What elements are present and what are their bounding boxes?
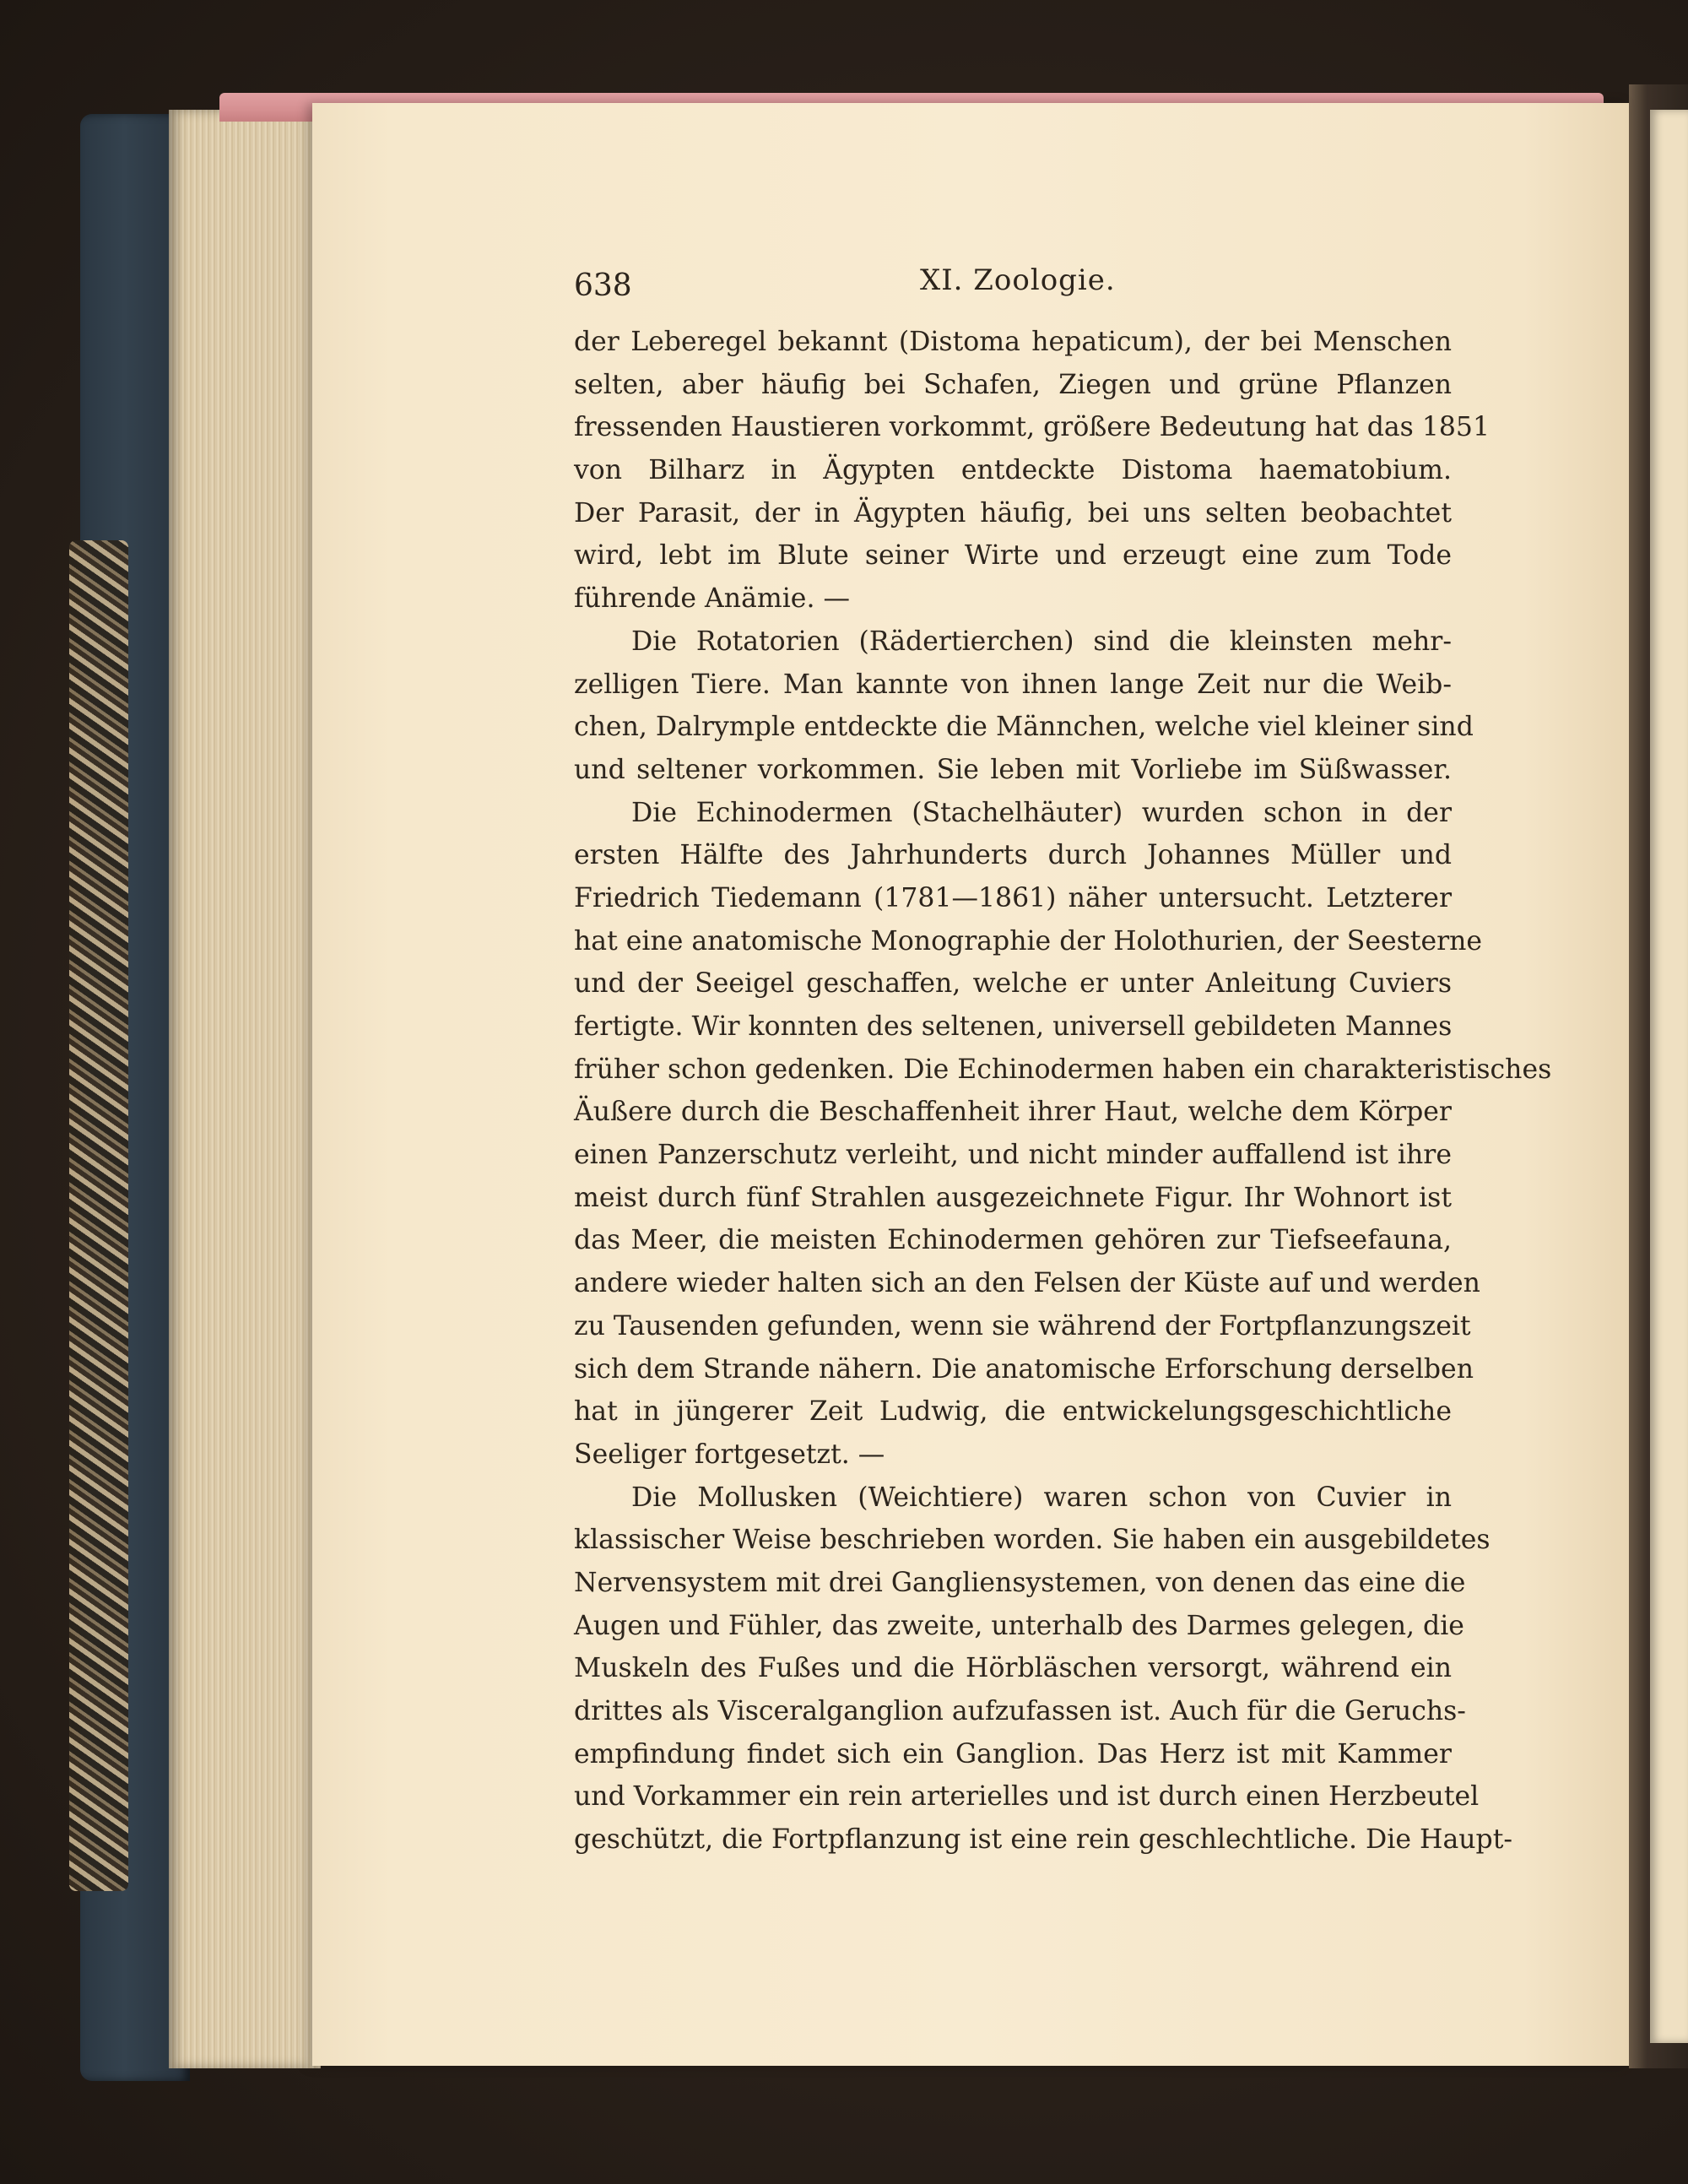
text-line: Der Parasit, der in Ägypten häufig, bei uns selten beobachtet [574,497,1452,528]
text-line: andere wieder halten sich an den Felsen der Küste auf und werden [574,1268,1480,1299]
text-line: der Leberegel bekannt (Distoma hepaticum), der bei Menschen [574,327,1452,357]
text-line: und der Seeigel geschaffen, welche er unter Anleitung Cuviers [574,968,1452,1000]
text-line: klassischer Weise beschrieben worden. Sie haben ein ausgebildetes [574,1525,1491,1556]
text-line: Muskeln des Fußes und die Hörbläschen versorgt, während ein [574,1653,1452,1684]
text-line: fressenden Haustieren vorkommt, größere Bedeutung hat das 1851 [574,412,1490,443]
text-line: drittes als Visceralganglion aufzufassen ist. Auch für die Geruchs- [574,1696,1466,1726]
text-line: zelligen Tiere. Man kannte von ihnen lange Zeit nur die Weib- [574,669,1452,700]
text-line: Die Echinodermen (Stachelhäuter) wurden schon in der [631,797,1452,828]
text-line: zu Tausenden gefunden, wenn sie während der Fortpflanzungszeit [574,1310,1471,1341]
text-line: wird, lebt im Blute seiner Wirte und erzeugt eine zum Tode [574,540,1452,572]
text-line: einen Panzerschutz verleiht, und nicht minder auffallend ist ihre [574,1140,1452,1171]
text-line: geschützt, die Fortpflanzung ist eine rein geschlechtliche. Die Haupt- [574,1824,1513,1856]
text-line: chen, Dalrymple entdeckte die Männchen, welche viel kleiner sind [574,712,1474,743]
page-header [574,263,1116,314]
text-line: selten, aber häufig bei Schafen, Ziegen und grüne Pflanzen [574,369,1452,400]
text-line: Die Mollusken (Weichtiere) waren schon von Cuvier in [631,1482,1452,1513]
text-line: empfindung findet sich ein Ganglion. Das Herz ist mit Kammer [574,1738,1452,1769]
text-line: Friedrich Tiedemann (1781—1861) näher untersucht. Letzterer [574,882,1452,913]
text-line: hat eine anatomische Monographie der Holothurien, der Seesterne [574,925,1483,957]
text-line: und seltener vorkommen. Sie leben mit Vorliebe im Süßwasser. [574,754,1452,785]
text-line: von Bilharz in Ägypten entdeckte Distoma haematobium. [574,455,1452,486]
text-line: früher schon gedenken. Die Echinodermen haben ein charakteristisches [574,1054,1552,1085]
text-line: Die Rotatorien (Rädertierchen) sind die kleinsten mehr- [631,626,1452,657]
text-line: Nervensystem mit drei Gangliensystemen, von denen das eine die [574,1567,1466,1598]
marbled-cover-pattern [69,540,128,1891]
next-page-sliver [1650,110,1688,2043]
text-line: fertigte. Wir konnten des seltenen, universell gebildeten Mannes [574,1011,1453,1042]
text-line: ersten Hälfte des Jahrhunderts durch Johannes Müller und [574,840,1452,871]
text-line: das Meer, die meisten Echinodermen gehören zur Tiefseefauna, [574,1225,1452,1256]
page-edges-stack [169,110,321,2068]
text-line: führende Anämie. — [574,583,850,615]
running-head: XI. Zoologie. [920,263,1116,297]
text-line: Augen und Fühler, das zweite, unterhalb des Darmes gelegen, die [574,1610,1464,1641]
text-line: meist durch fünf Strahlen ausgezeichnete Figur. Ihr Wohnort ist [574,1182,1452,1213]
text-line: Äußere durch die Beschaffenheit ihrer Haut, welche dem Körper [574,1097,1452,1128]
text-line: hat in jüngerer Zeit Ludwig, die entwickelungsgeschichtliche [574,1396,1452,1428]
text-line: und Vorkammer ein rein arterielles und ist durch einen Herzbeutel [574,1781,1480,1813]
body-text [574,321,1552,1862]
text-line: sich dem Strande nähern. Die anatomische Erforschung derselben [574,1353,1474,1385]
text-line: Seeliger fortgesetzt. — [574,1439,885,1470]
page-number: 638 [574,268,632,303]
